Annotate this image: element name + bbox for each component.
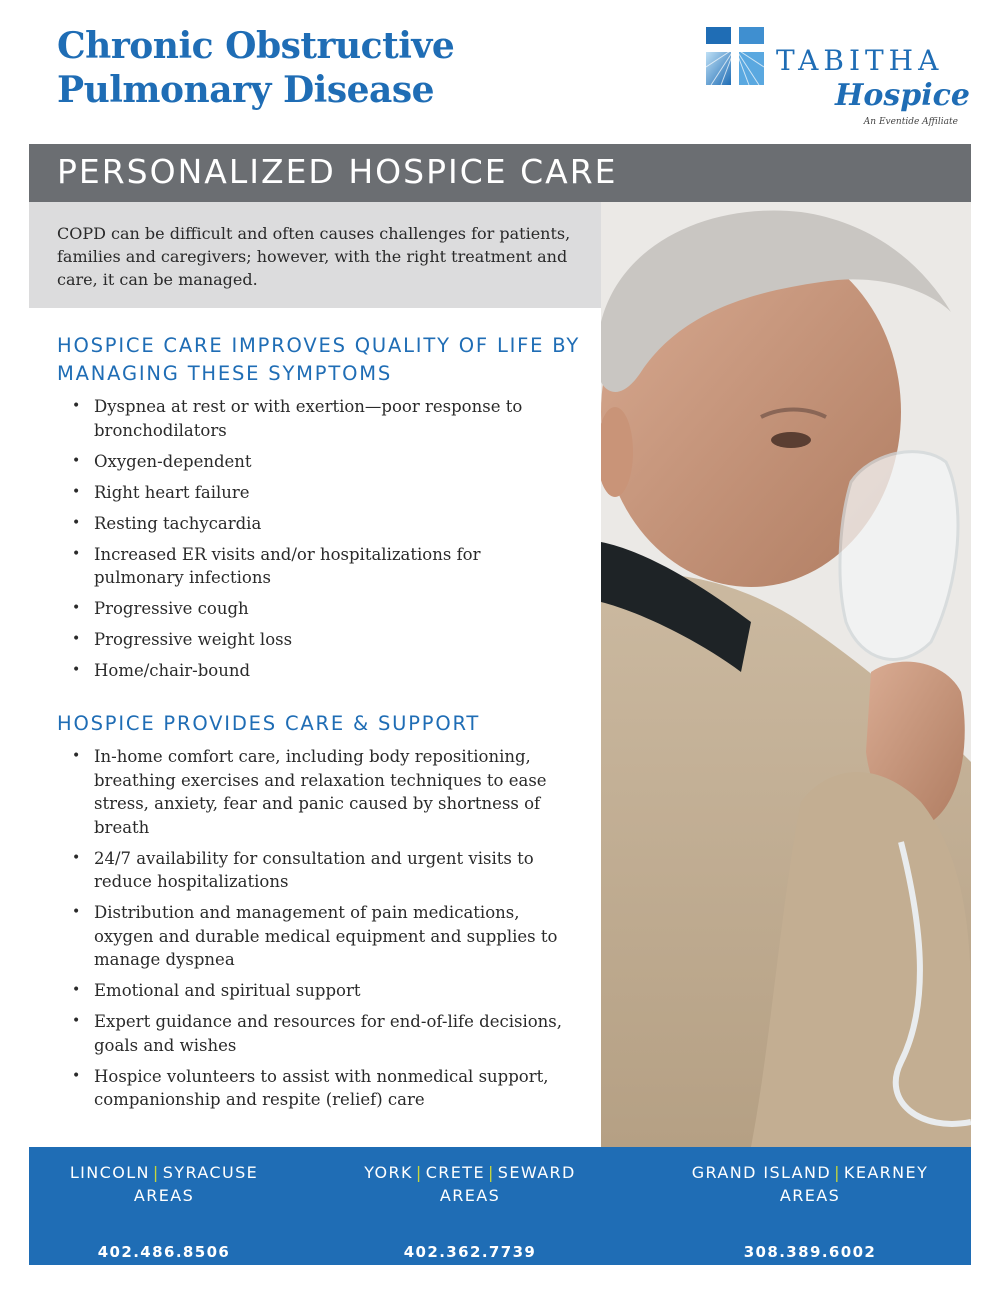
separator: |: [415, 1163, 423, 1182]
banner-text: PERSONALIZED HOSPICE CARE: [57, 152, 618, 191]
list-item: • Progressive cough: [72, 597, 572, 621]
phone-number[interactable]: 402.362.7739: [403, 1243, 537, 1261]
city-name: LINCOLN: [69, 1163, 150, 1182]
list-item: • Resting tachycardia: [72, 512, 572, 536]
area-cities: [9, 1161, 319, 1184]
logo-subtitle: Hospice: [835, 78, 970, 113]
city-name: GRAND ISLAND: [691, 1163, 832, 1182]
logo-tagline: An Eventide Affiliate: [863, 117, 958, 127]
contact-footer: [29, 1147, 971, 1265]
list-item: • Emotional and spiritual support: [72, 979, 572, 1003]
patient-oxygen-mask-illustration: [601, 202, 971, 1147]
area-grand-island-kearney: [655, 1161, 965, 1261]
cross-logo-icon: [706, 27, 764, 85]
list-item: • Distribution and management of pain medications, oxygen and durable medical equipment and supplies to manage dyspnea: [72, 901, 572, 972]
list-item: • Right heart failure: [72, 481, 572, 505]
city-name: CRETE: [425, 1163, 485, 1182]
document-title: [57, 24, 577, 112]
intro-box: [29, 202, 601, 308]
title-line-2: Pulmonary Disease: [57, 69, 435, 111]
list-item: • Home/chair-bound: [72, 659, 572, 683]
city-name: YORK: [364, 1163, 413, 1182]
area-suffix: AREAS: [439, 1186, 501, 1205]
area-suffix: AREAS: [133, 1186, 195, 1205]
logo-name: TABITHA: [776, 44, 944, 77]
area-suffix: AREAS: [779, 1186, 841, 1205]
list-item: • 24/7 availability for consultation and urgent visits to reduce hospitalizations: [72, 847, 572, 894]
separator: |: [834, 1163, 841, 1182]
area-york-crete-seward: [315, 1161, 625, 1261]
area-lincoln-syracuse: [9, 1161, 319, 1261]
list-item: • Oxygen-dependent: [72, 450, 572, 474]
symptoms-list: [72, 395, 572, 690]
support-heading: HOSPICE PROVIDES CARE & SUPPORT: [57, 712, 481, 735]
phone-number[interactable]: 402.486.8506: [97, 1243, 231, 1261]
phone-number[interactable]: 308.389.6002: [743, 1243, 877, 1261]
title-line-1: Chronic Obstructive: [57, 25, 455, 67]
separator: |: [487, 1163, 495, 1182]
list-item: • Expert guidance and resources for end-of-life decisions, goals and wishes: [72, 1010, 572, 1057]
support-list: [72, 745, 572, 1119]
symptoms-heading: HOSPICE CARE IMPROVES QUALITY OF LIFE BY MANAGING THESE SYMPTOMS: [57, 334, 581, 385]
tabitha-hospice-logo: [706, 24, 976, 132]
intro-text: COPD can be difficult and often causes challenges for patients, families and caregivers; however, with the right treatment and care, it can be managed.: [57, 224, 571, 289]
list-item: • In-home comfort care, including body repositioning, breathing exercises and relaxation techniques to ease stress, anxiety, fear and panic caused by shortness of breath: [72, 745, 572, 839]
area-cities: [655, 1161, 965, 1184]
list-item: • Dyspnea at rest or with exertion—poor response to bronchodilators: [72, 395, 572, 442]
list-item: • Progressive weight loss: [72, 628, 572, 652]
list-item: • Hospice volunteers to assist with nonmedical support, companionship and respite (relief) care: [72, 1065, 572, 1112]
city-name: SEWARD: [497, 1163, 576, 1182]
city-name: SYRACUSE: [162, 1163, 259, 1182]
section-banner: [29, 144, 971, 202]
list-item: • Increased ER visits and/or hospitalizations for pulmonary infections: [72, 543, 572, 590]
separator: |: [152, 1163, 160, 1182]
area-cities: [315, 1161, 625, 1184]
patient-photo: [601, 202, 971, 1147]
city-name: KEARNEY: [843, 1163, 929, 1182]
